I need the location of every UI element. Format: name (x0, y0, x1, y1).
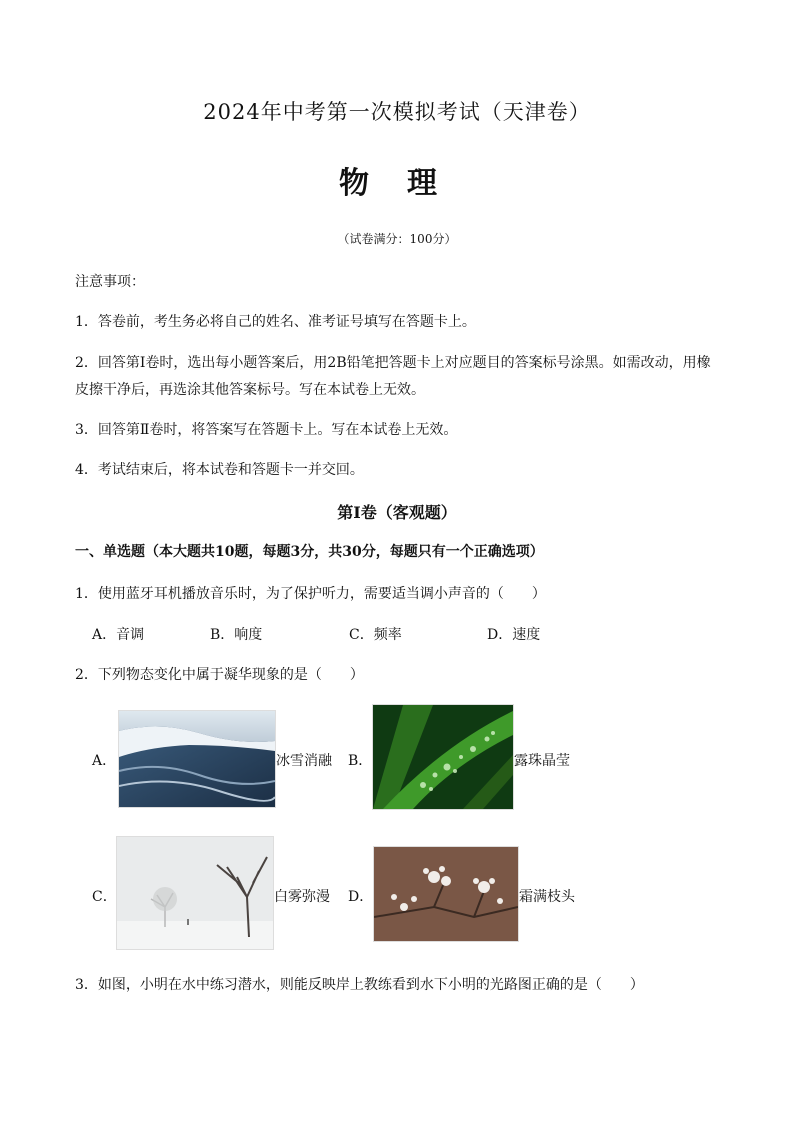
question-2-option-c-caption: 白雾弥漫 (274, 889, 330, 905)
question-2-stem: 2．下列物态变化中属于凝华现象的是（ ） (75, 667, 364, 683)
notice-item-1: 1．答卷前，考生务必将自己的姓名、准考证号填写在答题卡上。 (75, 314, 476, 330)
question-1-stem: 1．使用蓝牙耳机播放音乐时，为了保护听力，需要适当调小声音的（ ） (75, 586, 546, 602)
fog-photo-icon (116, 836, 274, 950)
question-2-option-c-letter: C． (92, 889, 117, 905)
question-1-option-a: A．音调 (92, 627, 145, 643)
notice-title: 注意事项： (75, 274, 145, 290)
notice-item-4: 4．考试结束后，将本试卷和答题卡一并交回。 (75, 462, 364, 478)
question-1-option-b: B．响度 (210, 627, 263, 643)
question-3-stem: 3．如图，小明在水中练习潜水，则能反映岸上教练看到水下小明的光路图正确的是（ ） (75, 977, 644, 993)
question-2-option-b-letter: B． (348, 753, 373, 769)
question-2-option-a-caption: 冰雪消融 (276, 753, 332, 769)
subject-title: 物理 (339, 166, 475, 201)
question-2-option-d-letter: D． (348, 889, 374, 905)
question-2-option-b-caption: 露珠晶莹 (514, 753, 570, 769)
exam-title: 2024年中考第一次模拟考试（天津卷） (203, 100, 591, 124)
question-1-option-c: C．频率 (349, 627, 402, 643)
question-1-option-d: D．速度 (487, 627, 541, 643)
dewdrops-photo-icon (372, 704, 514, 810)
notice-item-2: 2．回答第Ⅰ卷时，选出每小题答案后，用2B铅笔把答题卡上对应题目的答案标号涂黑。如需改动，用橡 (75, 355, 711, 371)
ice-melting-photo-icon (118, 710, 276, 808)
full-score: （试卷满分：100分） (337, 232, 457, 246)
part-title: 一、单选题（本大题共10题，每题3分，共30分，每题只有一个正确选项） (75, 544, 544, 560)
section-title: 第Ⅰ卷（客观题） (337, 503, 457, 522)
frost-photo-icon (373, 846, 519, 942)
notice-item-3: 3．回答第Ⅱ卷时，将答案写在答题卡上。写在本试卷上无效。 (75, 422, 458, 438)
question-2-option-d-caption: 霜满枝头 (519, 889, 575, 905)
notice-item-2-cont: 皮擦干净后，再选涂其他答案标号。写在本试卷上无效。 (75, 382, 425, 398)
question-2-option-a-letter: A． (92, 753, 117, 769)
